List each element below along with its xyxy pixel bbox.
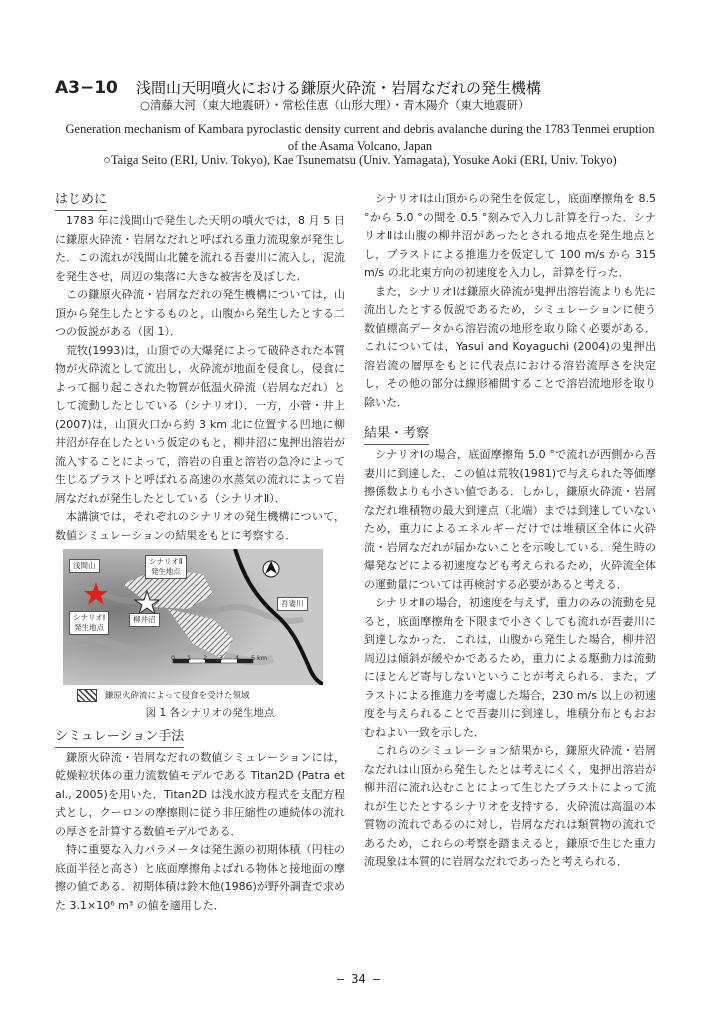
scale-tick: 2 — [203, 654, 208, 662]
scale-tick: 4 — [235, 654, 240, 662]
intro-paragraph: 荒牧(1993)は，山頂での大爆発によって破砕された本質物が火砕流として流出し，火砕流が地面を侵食し，侵食によって掘り起こされた物質が低温火砕流（岩屑なだれ）として流動したとしている（シナリオⅠ）．一方，小菅・井上(2007)は，山頂火口から約 3 km 北に位置する凹地に柳井沼が存在したという仮定のもと，柳井沼に鬼押出溶岩が流入することによって，溶岩の自重と溶岩の急冷によって生じるブラストと呼ばれる高速の水蒸気の流れによって岩屑なだれが発生したとしている（シナリオⅡ）． — [55, 343, 345, 505]
page-number: — 34 — — [336, 972, 381, 986]
agatsuma-label: 吾妻川 — [277, 597, 308, 611]
scale-tick: 0 — [171, 654, 176, 662]
asama-label: 浅間山 — [69, 559, 100, 573]
figure-legend — [77, 688, 345, 704]
figure-caption: 図 1 各シナリオの発生地点 — [145, 707, 275, 719]
intro-paragraph: 本講演では，それぞれのシナリオの発生機構について，数値シミュレーションの結果をもとに考察する． — [55, 510, 345, 542]
sim-paragraph: 特に重要な入力パラメータは発生源の初期体積（円柱の底面半径と高さ）と底面摩擦角よばれる物体と接地面の摩擦の値である．初期体積は鈴木他(1986)が野外調査で求めた 3.1×10⁶ m³ の値を適用した． — [55, 843, 345, 912]
scale-tick: 3 — [219, 654, 224, 662]
legend-text: 鎌原火砕流によって侵食を受けた領域 — [105, 691, 250, 701]
intro-paragraph: 1783 年に浅間山で発生した天明の噴火では，8 月 5 日に鎌原火砕流・岩屑なだれと呼ばれる重力流現象が発生した．この流れが浅間山北麓を流れる吾妻川に流入し，泥流を発生させ，周辺の集落に大きな被害を及ぼした． — [55, 214, 345, 283]
scenario2-label: シナリオⅡ 発生地点 — [145, 555, 187, 579]
english-authors: ○Taiga Seito (ERI, Univ. Tokyo), Kae Tsunematsu (Univ. Yamagata), Yosuke Aoki (ERI, Univ. Tokyo) — [103, 153, 617, 167]
method-paragraph: また，シナリオⅠは鎌原火砕流が鬼押出溶岩流よりも先に流出したとする仮説であるため，シミュレーションに使う数値標高データから溶岩流の地形を取り除く必要がある．これについては，Yasui and Koyaguchi (2004)の鬼押出溶岩流の層厚をもとに代表点における溶岩流厚さを決定し，その他の部分は線形補間することで溶岩流地形を取り除いた． — [364, 284, 656, 409]
yanai-label: 柳井沼 — [129, 613, 160, 627]
right-column — [364, 190, 656, 872]
scale-tick: 5 — [251, 654, 256, 662]
intro-paragraph: この鎌原火砕流・岩屑なだれの発生機構については，山頂から発生したとするものと，山腹から発生したとする二つの仮説がある（図 1）． — [55, 288, 345, 338]
results-paragraph: シナリオⅠの場合，底面摩擦角 5.0 °で流れが西側から吾妻川に到達した．この値は荒牧(1981)で与えられた等価摩擦係数よりも小さい値である．しかし，鎌原火砕流・岩屑なだれ堆積物の最大到達点（北端）までは到達していないため，重力によるエネルギーだけでは堆積区全体に火砕流・岩屑なだれが届かないことを示唆している．発生時の爆発などによる初速度なども考えられるため，火砕流全体の運動量については再検討する必要があると考える． — [364, 448, 656, 591]
author-list: ○清藤大河（東大地震研）・常松佳恵（山形大理）・青木陽介（東大地震研） — [140, 98, 530, 112]
left-column — [55, 190, 345, 915]
results-paragraph: シナリオⅡの場合，初速度を与えず，重力のみの流動を見ると，底面摩擦角を下限まで小さくしても流れが吾妻川に到達しなかった．これは，山腹から発生した場合，柳井沼周辺は傾斜が緩やかであるため，重力による駆動力は流動にほとんど寄与しないということが考えられる．また，ブラストによる推進力を考慮した場合，230 m/s 以上の初速度を与えられることで吾妻川に到達し，堆積分布ともおおむねよい一致を示した． — [364, 596, 656, 739]
page-title: 浅間山天明噴火における鎌原火砕流・岩屑なだれの発生機構 — [136, 79, 542, 97]
scenario1-label: シナリオⅠ 発生地点 — [69, 611, 109, 635]
sim-paragraph: 鎌原火砕流・岩屑なだれの数値シミュレーションには，乾燥粒状体の重力流数値モデルである Titan2D (Patra et al., 2005)を用いた．Titan2D は浅水波方程式を支配方程式とし，クーロンの摩擦則に従う非圧縮性の連続体の流れの厚さを計算する数値モデルである． — [55, 750, 345, 838]
hatch-swatch — [77, 689, 97, 702]
english-title: Generation mechanism of Kambara pyroclastic density current and debris avalanche during the 1783 Tenmei eruption of the Asama Volcano, Japan — [65, 122, 655, 153]
section-heading-results: 結果・考察 — [364, 424, 429, 445]
abstract-id: A3−10 — [55, 78, 118, 98]
figure-map — [63, 549, 333, 685]
section-heading-intro: はじめに — [55, 190, 107, 211]
results-paragraph: これらのシミュレーション結果から，鎌原火砕流・岩屑なだれは山頂から発生したとは考えにくく，鬼押出溶岩が柳井沼に流れ込むことによって生じたブラストによって流れが生じたとするシナリオを支持する．火砕流は高温の本質物の流れであるのに対し，岩屑なだれは類質物の流れであるため，これらの考察を踏まえると，鎌原で生じた重力流現象は本質的に岩屑なだれであったと考えられる． — [364, 744, 656, 868]
section-heading-simulation: シミュレーション手法 — [55, 727, 184, 748]
method-paragraph: シナリオⅠは山頂からの発生を仮定し，底面摩擦角を 8.5 °から 5.0 °の間を 0.5 °刻みで入力し計算を行った．シナリオⅡは山腹の柳井沼があったとされる地点を発生地点とし，ブラストによる推進力を仮定して 100 m/s から 315 m/s の北北東方向の初速度を入力し，計算を行った． — [364, 192, 656, 279]
scale-tick: 1 — [187, 654, 192, 662]
scale-unit: km — [257, 654, 268, 662]
